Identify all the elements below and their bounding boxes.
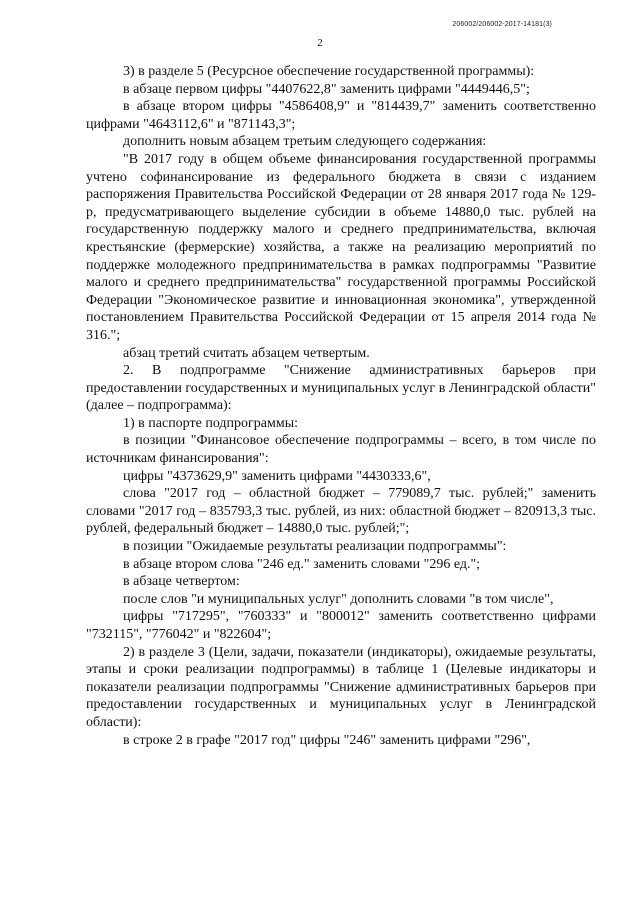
paragraph: в абзаце втором слова "246 ед." заменить словами "296 ед."; [123, 556, 481, 572]
paragraph: 2) в разделе 3 (Цели, задачи, показатели (индикаторы), ожидаемые результаты, этапы и сроки реализации подпрограммы) в таблице 1 (Целевые индикаторы и показатели реализации подпрограммы "Снижение административных барьеров при предоставлении государственных и муниципальных услуг в Ленинградской области): [86, 644, 596, 730]
quoted-paragraph: "В 2017 году в общем объеме финансирования государственной программы учтено софинансирование из федерального бюджета в связи с изданием распоряжения Правительства Российской Федерации от 28 января 2017 года № 129-р, предусматривающего выделение субсидии в объеме 14880,0 тыс. рублей на государственную поддержку малого и среднего предпринимательства, включая крестьянские (фермерские) хозяйства, а также на реализацию мероприятий по поддержке молодежного предпринимательства в рамках подпрограммы "Развитие малого и среднего предпринимательства" государственной программы Российской Федерации "Экономическое развитие и инновационная экономика", утвержденной постановлением Правительства Российской Федерации от 15 апреля 2014 года № 316."; [86, 151, 596, 343]
paragraph: цифры "717295", "760333" и "800012" заменить соответственно цифрами "732115", "776042" и "822604"; [86, 609, 596, 642]
document-body [86, 63, 596, 749]
paragraph: в позиции "Ожидаемые результаты реализации подпрограммы": [123, 539, 507, 555]
paragraph: 1) в паспорте подпрограммы: [123, 415, 299, 431]
paragraph: в абзаце первом цифры "4407622,8" заменить цифрами "4449446,5"; [123, 81, 530, 97]
paragraph: абзац третий считать абзацем четвертым. [123, 345, 370, 361]
paragraph: цифры "4373629,9" заменить цифрами "4430333,6", [123, 468, 431, 484]
paragraph: в позиции "Финансовое обеспечение подпрограммы – всего, в том числе по источникам финансирования": [86, 433, 596, 467]
paragraph: 3) в разделе 5 (Ресурсное обеспечение государственной программы): [123, 64, 535, 79]
paragraph: дополнить новым абзацем третьим следующего содержания: [123, 134, 487, 150]
paragraph: в абзаце четвертом: [123, 574, 240, 590]
paragraph: слова "2017 год – областной бюджет – 779089,7 тыс. рублей;" заменить словами "2017 год – 835793,3 тыс. рублей, из них: областной бюджет – 820913,3 тыс. рублей, федеральный бюджет – 14880,0 тыс. рублей;"; [86, 486, 596, 537]
paragraph: в строке 2 в графе "2017 год" цифры "246" заменить цифрами "296", [123, 732, 531, 748]
page-number: 2 [317, 37, 323, 49]
document-id: 206002/206002-2017-14181(3) [452, 21, 552, 28]
paragraph: после слов "и муниципальных услуг" дополнить словами "в том числе", [123, 591, 554, 607]
paragraph: в абзаце втором цифры "4586408,9" и "814439,7" заменить соответственно цифрами "4643112,6" и "871143,3"; [86, 99, 596, 132]
paragraph: 2. В подпрограмме "Снижение административных барьеров при предоставлении государственных и муниципальных услуг в Ленинградской области" (далее – подпрограмма): [86, 363, 596, 414]
